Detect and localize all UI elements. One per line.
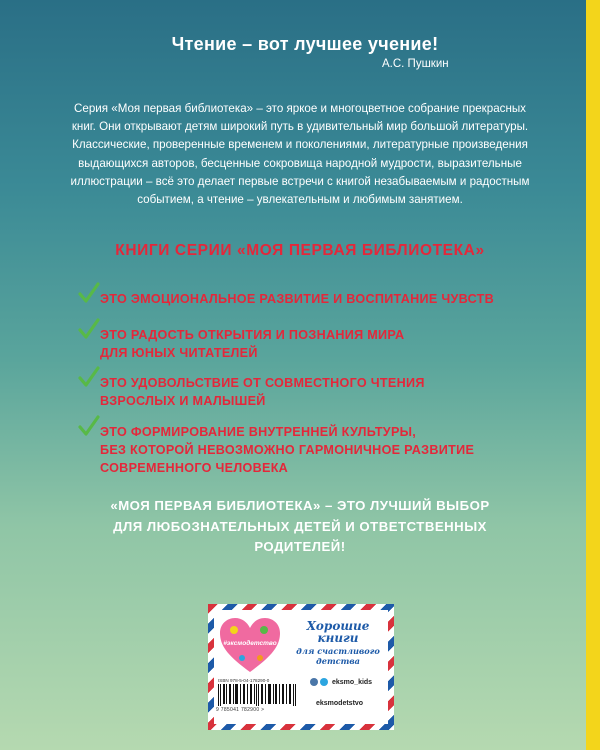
badge-slogan bbox=[288, 620, 388, 666]
green-check-icon bbox=[78, 282, 100, 304]
social-links bbox=[310, 678, 372, 686]
barcode-icon bbox=[218, 684, 298, 706]
site-handle: eksmodetstvo bbox=[316, 700, 364, 707]
heart-logo-label: #эксмодетство bbox=[223, 640, 277, 647]
intro-paragraph: Серия «Моя первая библиотека» – это яркое и многоцветное собрание прекрасных книг. Они открывают детям широкий путь в удивительный мир большой литературы. Классические, проверенные временем и поколениями, литературные произведения выдающихся авторов, бесценные сокровища народной мудрости, выразительные иллюстрации – всё это делает первые встречи с книгой незабываемым и радостным событием, а чтение – увлекательным и любимым занятием. bbox=[70, 102, 530, 207]
slogan-main: Хорошие книги bbox=[306, 619, 370, 645]
green-check-icon bbox=[78, 318, 100, 340]
epigraph-author: А.С. Пушкин bbox=[382, 58, 449, 70]
telegram-icon bbox=[320, 678, 328, 686]
green-check-icon bbox=[78, 415, 100, 437]
benefit-text: ЭТО ЭМОЦИОНАЛЬНОЕ РАЗВИТИЕ И ВОСПИТАНИЕ ЧУВСТВ bbox=[100, 292, 495, 306]
series-heading: КНИГИ СЕРИИ «МОЯ ПЕРВАЯ БИБЛИОТЕКА» bbox=[115, 242, 485, 259]
publisher-badge bbox=[208, 604, 394, 730]
benefit-text: ЭТО РАДОСТЬ ОТКРЫТИЯ И ПОЗНАНИЯ МИРА ДЛЯ ЮНЫХ ЧИТАТЕЛЕЙ bbox=[100, 328, 405, 360]
benefit-text: ЭТО УДОВОЛЬСТВИЕ ОТ СОВМЕСТНОГО ЧТЕНИЯ ВЗРОСЛЫХ И МАЛЫШЕЙ bbox=[100, 376, 425, 408]
epigraph bbox=[0, 34, 600, 70]
badge-inner bbox=[214, 610, 388, 724]
green-check-icon bbox=[78, 366, 100, 388]
benefit-text: ЭТО ФОРМИРОВАНИЕ ВНУТРЕННЕЙ КУЛЬТУРЫ, БЕЗ КОТОРОЙ НЕВОЗМОЖНО ГАРМОНИЧНОЕ РАЗВИТИЕ СОВРЕМЕННОГО ЧЕЛОВЕКА bbox=[100, 425, 475, 475]
closing-statement: «МОЯ ПЕРВАЯ БИБЛИОТЕКА» – ЭТО ЛУЧШИЙ ВЫБОР ДЛЯ ЛЮБОЗНАТЕЛЬНЫХ ДЕТЕЙ И ОТВЕТСТВЕННЫХ РОДИТЕЛЕЙ! bbox=[110, 498, 490, 554]
isbn-text: ISBN 978-5-04-178290-0 bbox=[218, 678, 270, 683]
slogan-sub: для счастливого детства bbox=[296, 646, 380, 666]
epigraph-quote: Чтение – вот лучшее учение! bbox=[171, 34, 439, 54]
yellow-edge-stripe bbox=[586, 0, 600, 750]
vk-icon bbox=[310, 678, 318, 686]
social-handle: eksmo_kids bbox=[332, 678, 373, 686]
barcode-digits: 9 785041 782900 > bbox=[216, 707, 265, 713]
